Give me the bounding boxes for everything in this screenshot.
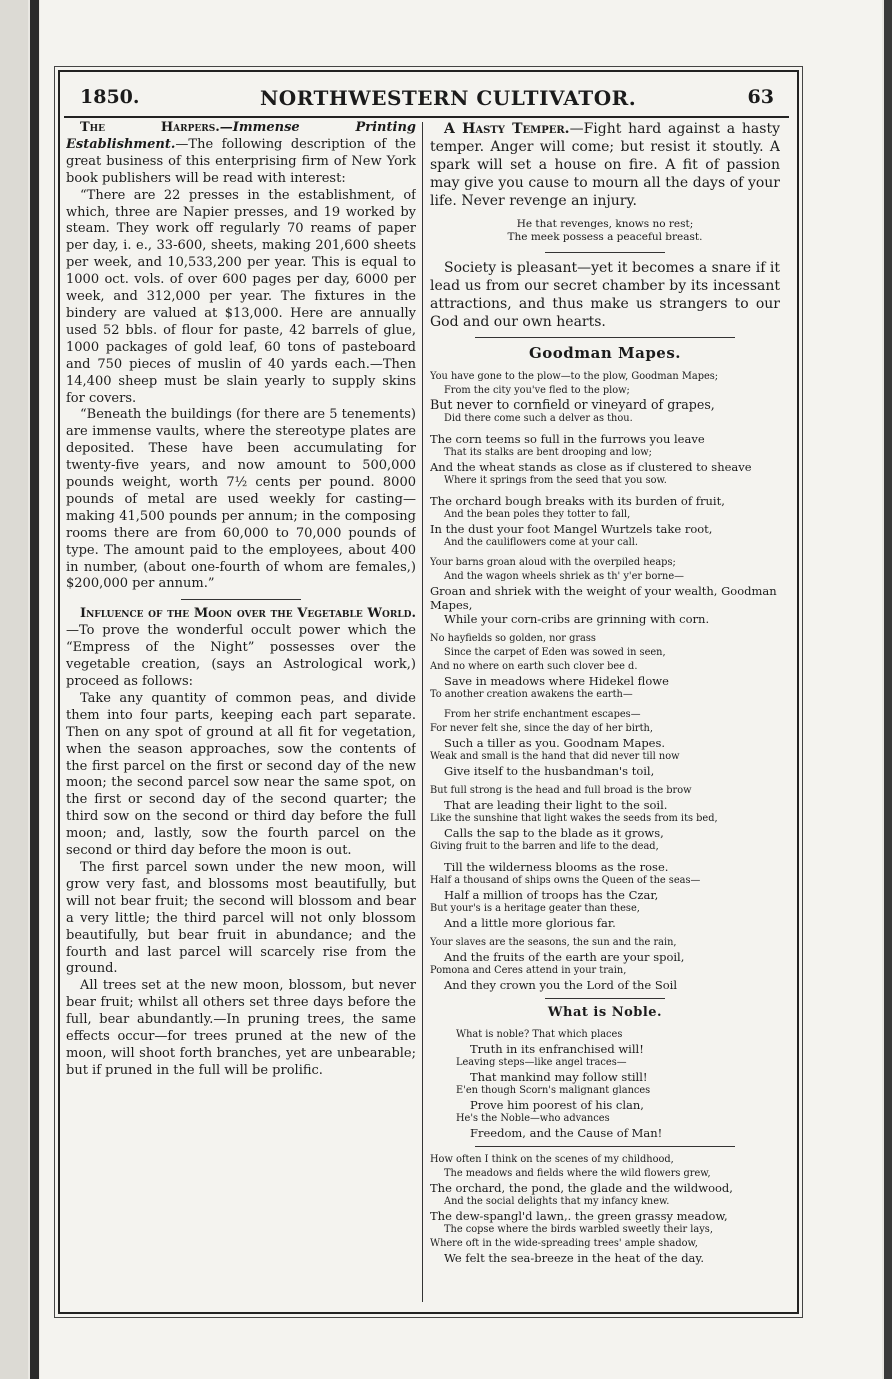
poem-line: To another creation awakens the earth— [430,689,633,700]
poem-line: Like the sunshine that light wakes the seeds from its bed, [430,813,718,824]
poem-line: And the wagon wheels shriek as th' y'er borne— [444,571,684,582]
harpers-paragraph-3: “Beneath the buildings (for there are 5 tenements) are immense vaults, where the stereotype plates are deposited. These have been accumulating for twenty-five years, and now amount to 500,000 pounds weight, worth 7½ cents per pound. 8000 pounds of metal are used weekly for casting—making 41,500 pounds per annum; in the composing rooms there are from 60,000 to 70,000 pounds of type. The amount paid to the employees, about 400 in number, (about one-fourth of whom are females,) $200,000 per annum.” [66,407,416,592]
poem-line: The orchard, the pond, the glade and the wildwood, [430,1181,733,1195]
moon-heading: Influence of the Moon over the Vegetable World. [80,606,416,622]
moon-paragraph-2: Take any quantity of common peas, and divide them into four parts, keeping each part separate. Then on any spot of ground at all fit for vegetation, when the season approaches, sow the contents of the first parcel on the first or second day of the new moon; the second parcel sow near the same spot, on the first or second day of the second quarter; the third sow on the second or third day before the full moon; and, lastly, sow the fourth parcel on the second or third day before the moon is out. [66,690,416,859]
page-header [80,86,780,116]
scan-edge-right [884,0,892,1379]
society-paragraph: Society is pleasant—yet it becomes a snare if it lead us from our secret chamber by its incessant attractions, and thus make us strangers to our God and our own hearts. [430,260,780,330]
poem-line: Your slaves are the seasons, the sun and the rain, [430,937,677,948]
poem-line: Truth in its enfranchised will! [470,1042,644,1056]
section-separator [545,252,665,253]
noble-title: What is Noble. [547,1005,663,1020]
harpers-heading: The Harpers. [80,120,220,135]
poem-line: Leaving steps—like angel traces— [456,1057,627,1068]
poem-line: You have gone to the plow—to the plow, Goodman Mapes; [430,371,719,382]
poem-line: And the wheat stands as close as if clustered to sheave [430,460,752,474]
poem-line: Groan and shriek with the weight of your wealth, Goodman Mapes, [430,584,777,612]
goodman-mapes-title: Goodman Mapes. [528,344,682,362]
poem-line: But full strong is the head and full broad is the brow [430,785,692,796]
temper-couplet-line-2: The meek possess a peaceful breast. [507,231,703,243]
poem-line: From her strife enchantment escapes— [444,709,641,720]
scan-edge-left [0,0,28,1379]
poem-line: From the city you've fled to the plow; [444,385,630,396]
poem-line: While your corn-cribs are grinning with corn. [444,612,710,626]
poem-line: Pomona and Ceres attend in your train, [430,965,627,976]
poem-line: The corn teems so full in the furrows you leave [430,432,705,446]
moon-intro-text: —To prove the wonderful occult power which the “Empress of the Night” possesses over the vegetable creation, (says an Astrological work,) proceed as follows: [66,623,416,689]
temper-couplet [430,218,780,244]
poem-line: Save in meadows where Hidekel flowe [444,674,669,688]
temper-heading: A Hasty Temper. [444,121,570,137]
poem-line: And the social delights that my infancy knew. [444,1196,670,1207]
poem-line: What is noble? That which places [456,1029,623,1040]
poem-line: That are leading their light to the soil. [444,798,668,812]
poem-line: And the cauliflowers come at your call. [444,537,639,548]
right-column [430,120,780,1300]
poem-line: And they crown you the Lord of the Soil [444,978,678,992]
section-separator [545,998,665,999]
poem-line: How often I think on the scenes of my childhood, [430,1154,674,1165]
childhood-poem [430,1153,780,1265]
moon-paragraph-3: The first parcel sown under the new moon, will grow very fast, and blossoms most beautifully, but will not bear fruit; the second will blossom and bear a very little; the third parcel will not only blossom beautifully, but bear fruit in abundance; and the fourth and last parcel will scarcely rise from the ground. [66,859,416,977]
poem-line: Where oft in the wide-spreading trees' ample shadow, [430,1238,698,1249]
poem-line: Weak and small is the hand that did never till now [430,751,680,762]
poem-line: And a little more glorious far. [444,916,616,930]
header-rule [64,116,789,118]
poem-line: In the dust your foot Mangel Wurtzels take root, [430,522,713,536]
poem-line: That its stalks are bent drooping and low; [444,447,652,458]
poem-line: Half a thousand of ships owns the Queen of the seas— [430,875,701,886]
poem-line: Where it springs from the seed that you sow. [444,475,667,486]
poem-line: For never felt she, since the day of her birth, [430,723,653,734]
goodman-mapes-poem [430,370,780,992]
poem-line: That mankind may follow still! [470,1070,648,1084]
left-column [66,120,416,1300]
poem-line: Prove him poorest of his clan, [470,1098,644,1112]
harpers-paragraph-2: “There are 22 presses in the establishment, of which, three are Napier presses, and 19 worked by steam. They work off regularly 70 reams of paper per day, i. e., 33-600, sheets, making 201,600 sheets per week, and 10,533,200 per year. This is equal to 1000 oct. vols. of over 600 pages per day, 6000 per week, and 312,000 per year. The fixtures in the bindery are valued at $13,000. Here are annually used 52 bbls. of flour for paste, 42 barrels of glue, 1000 packages of gold leaf, 60 tons of pasteboard and 750 pieces of muslin of 40 yards each.—Then 14,400 sheep must be slain yearly to supply skins for covers. [66,187,416,406]
moon-article-intro [66,606,416,691]
header-year: 1850. [80,86,140,108]
poem-line: The orchard bough breaks with its burden of fruit, [430,494,725,508]
poem-line: No hayfields so golden, nor grass [430,633,596,644]
poem-line: Since the carpet of Eden was sowed in seen, [444,647,666,658]
temper-couplet-line-1: He that revenges, knows no rest; [516,218,694,230]
temper-body: —Fight hard against a hasty temper. Anger will come; but resist it stoutly. A spark will set a house on fire. A fit of passion may give you cause to mourn all the days of your life. Never revenge an injury. [430,121,780,209]
poem-line: The dew-spangl'd lawn,. the green grassy meadow, [430,1209,728,1223]
poem-line: And the bean poles they totter to fall, [444,509,631,520]
column-divider [422,122,423,1302]
poem-line: Your barns groan aloud with the overpiled heaps; [430,557,676,568]
noble-poem [430,1028,780,1140]
harpers-intro-text: —The following description of the great business of this enterprising firm of New York book publishers will be read with interest: [66,136,416,186]
section-separator [475,337,735,338]
header-title: NORTHWESTERN CULTIVATOR. [260,86,637,110]
poem-line: Half a million of troops has the Czar, [444,888,659,902]
poem-line: We felt the sea-breeze in the heat of the day. [444,1251,705,1265]
poem-line: But your's is a heritage geater than these, [430,903,640,914]
harpers-article-intro [66,120,416,188]
harpers-subheading: —Immense Printing Establishment. [66,120,416,152]
poem-line: He's the Noble—who advances [456,1113,610,1124]
section-separator [181,599,301,600]
moon-paragraph-4: All trees set at the new moon, blossom, but never bear fruit; whilst all others set three days before the full, bear abundantly.—In pruning trees, the same effects occur—for trees pruned at the new of the moon, will shoot forth branches, yet are unbearable; but if pruned in the full will be prolific. [66,978,416,1078]
poem-line: Calls the sap to the blade as it grows, [444,826,664,840]
poem-line: But never to cornfield or vineyard of grapes, [430,397,715,412]
poem-line: Giving fruit to the barren and life to the dead, [430,841,659,852]
section-separator [475,1146,735,1147]
poem-line: Give itself to the husbandman's toil, [444,764,655,778]
poem-line: Such a tiller as you. Goodnam Mapes. [444,736,666,750]
poem-line: E'en though Scorn's malignant glances [456,1085,651,1096]
poem-line: The meadows and fields where the wild flowers grew, [444,1168,711,1179]
poem-line: And no where on earth such clover bee d. [430,661,638,672]
poem-line: Freedom, and the Cause of Man! [470,1126,663,1140]
poem-line: The copse where the birds warbled sweetly their lays, [444,1224,713,1235]
poem-line: Till the wilderness blooms as the rose. [444,860,669,874]
header-page-number: 63 [747,86,774,108]
temper-article [430,120,780,210]
poem-line: Did there come such a delver as thou. [444,413,633,424]
poem-line: And the fruits of the earth are your spoil, [444,950,685,964]
